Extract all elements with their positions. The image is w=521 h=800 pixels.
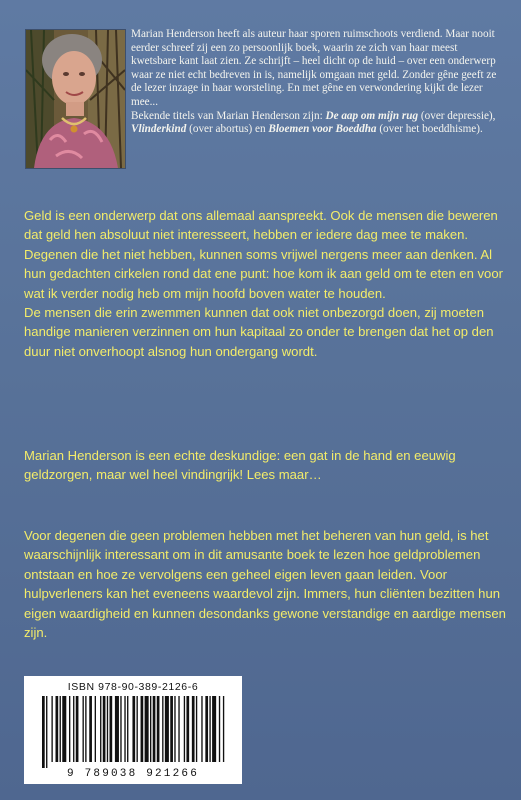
- barcode-bar: [162, 696, 163, 762]
- barcode-bar: [56, 696, 59, 762]
- book-title-3-note: (over het boeddhisme).: [376, 123, 483, 136]
- barcode-bar: [73, 696, 74, 762]
- barcode-bar: [150, 696, 151, 762]
- book-title-1-note: (over depressie),: [418, 109, 496, 122]
- barcode-bar: [174, 696, 175, 762]
- barcode-bar: [46, 696, 47, 768]
- barcode-bar: [83, 696, 84, 762]
- ean-digits: 9 789038 921266: [66, 768, 200, 780]
- bio-paragraph: Marian Henderson heeft als auteur haar sporen ruimschoots verdiend. Maar nooit eerder schreef zij een zo persoonlijk boek, waarin ze zich van haar meest kwetsbare kant laat zien. Ze schrijft – heel dicht op de huid – over een onderwerp waar ze niet echt bedreven in is, namelijk omgaan met geld. Zonder gêne geeft ze de lezer inzage in haar worsteling. En met gêne en verwondering kijkt de lezer mee...: [131, 28, 497, 108]
- barcode-bar: [120, 696, 121, 762]
- blurb-paragraph-3: Voor degenen die geen problemen hebben met het beheren van hun geld, is het waarschijnlijk interessant om in dit amusante boek te lezen hoe geldproblemen ontstaan en hoe ze vervolgens een geheel eigen leven gaan leiden. Voor hulpverleners kan het eveneens waardevol zijn. Immers, hun cliënten bezitten hun eigen waardigheid en kunnen desondanks gewone verstandige en aardige mensen zijn.: [24, 528, 506, 641]
- bio-text: [131, 28, 503, 110]
- blurb-paragraph-1b: De mensen die erin zwemmen kunnen dat ook niet onbezorgd doen, zij moeten handige manieren verzinnen om hun kapitaal zo onder te brengen dat het op den duur niet onverhoopt alsnog hun ondergang wordt.: [24, 305, 494, 359]
- barcode-bar: [178, 696, 179, 762]
- barcode-bar: [110, 696, 113, 762]
- barcode-bar: [165, 696, 169, 762]
- barcode-bar: [85, 696, 86, 762]
- barcode-bar: [141, 696, 144, 762]
- blurb-paragraph-2: Marian Henderson is een echte deskundige: een gat in de hand en eeuwig geldzorgen, maar wel heel vindingrijk! Lees maar…: [24, 448, 456, 483]
- barcode-bar: [42, 696, 45, 768]
- barcode-bar: [157, 696, 160, 762]
- barcode-bar: [127, 696, 128, 762]
- barcode-bar: [100, 696, 101, 762]
- barcode-bar: [145, 696, 149, 762]
- book-title-1: De aap om mijn rug: [325, 109, 419, 122]
- barcode-box: [24, 676, 242, 784]
- barcode-bar: [103, 696, 106, 762]
- barcode-bar: [89, 696, 92, 762]
- barcode-bar: [186, 696, 189, 762]
- book-title-3: Bloemen voor Boeddha: [268, 123, 377, 136]
- barcode-bar: [60, 696, 61, 762]
- barcode-bar: [223, 696, 224, 762]
- barcode-bars: [38, 696, 228, 768]
- blurb-paragraph-1a: Geld is een onderwerp dat ons allemaal aanspreekt. Ook de mensen die beweren dat geld hen absoluut niet interesseert, hebben er iedere dag mee te maken. Degenen die het niet hebben, kunnen soms vrijwel nergens meer aan denken. Al hun gedachten cirkelen rond dat ene punt: hoe kom ik aan geld om te eten en voor wat ik verder nodig heb om mijn hoofd boven water te houden.: [24, 208, 503, 301]
- barcode-bar: [196, 696, 197, 762]
- barcode-bar: [219, 696, 220, 762]
- barcode-bar: [115, 696, 119, 762]
- author-photo: [25, 29, 126, 169]
- barcode-bar: [212, 696, 216, 762]
- known-titles: [131, 110, 503, 137]
- barcode-bar: [205, 696, 208, 762]
- barcode-bar: [192, 696, 195, 762]
- book-title-2: Vlinderkind: [131, 123, 187, 136]
- author-bio: [131, 28, 503, 137]
- barcode-bar: [62, 696, 66, 762]
- isbn-label: ISBN 978-90-389-2126-6: [67, 681, 199, 693]
- barcode-bar: [124, 696, 125, 762]
- barcode-bar: [184, 696, 185, 762]
- known-titles-intro: Bekende titels van Marian Henderson zijn:: [131, 109, 326, 122]
- barcode-bar: [153, 696, 156, 762]
- book-title-2-note: (over abortus) en: [186, 123, 269, 136]
- barcode-bar: [137, 696, 138, 762]
- barcode-bar: [69, 696, 70, 762]
- barcode-bar: [107, 696, 108, 762]
- barcode-bar: [201, 696, 202, 762]
- blurb-paragraph-1: [24, 206, 506, 361]
- barcode-bar: [51, 696, 52, 762]
- barcode-bar: [170, 696, 173, 762]
- barcode-bar: [76, 696, 79, 762]
- barcode-bar: [95, 696, 96, 762]
- barcode-bar: [209, 696, 210, 762]
- barcode-bar: [132, 696, 135, 762]
